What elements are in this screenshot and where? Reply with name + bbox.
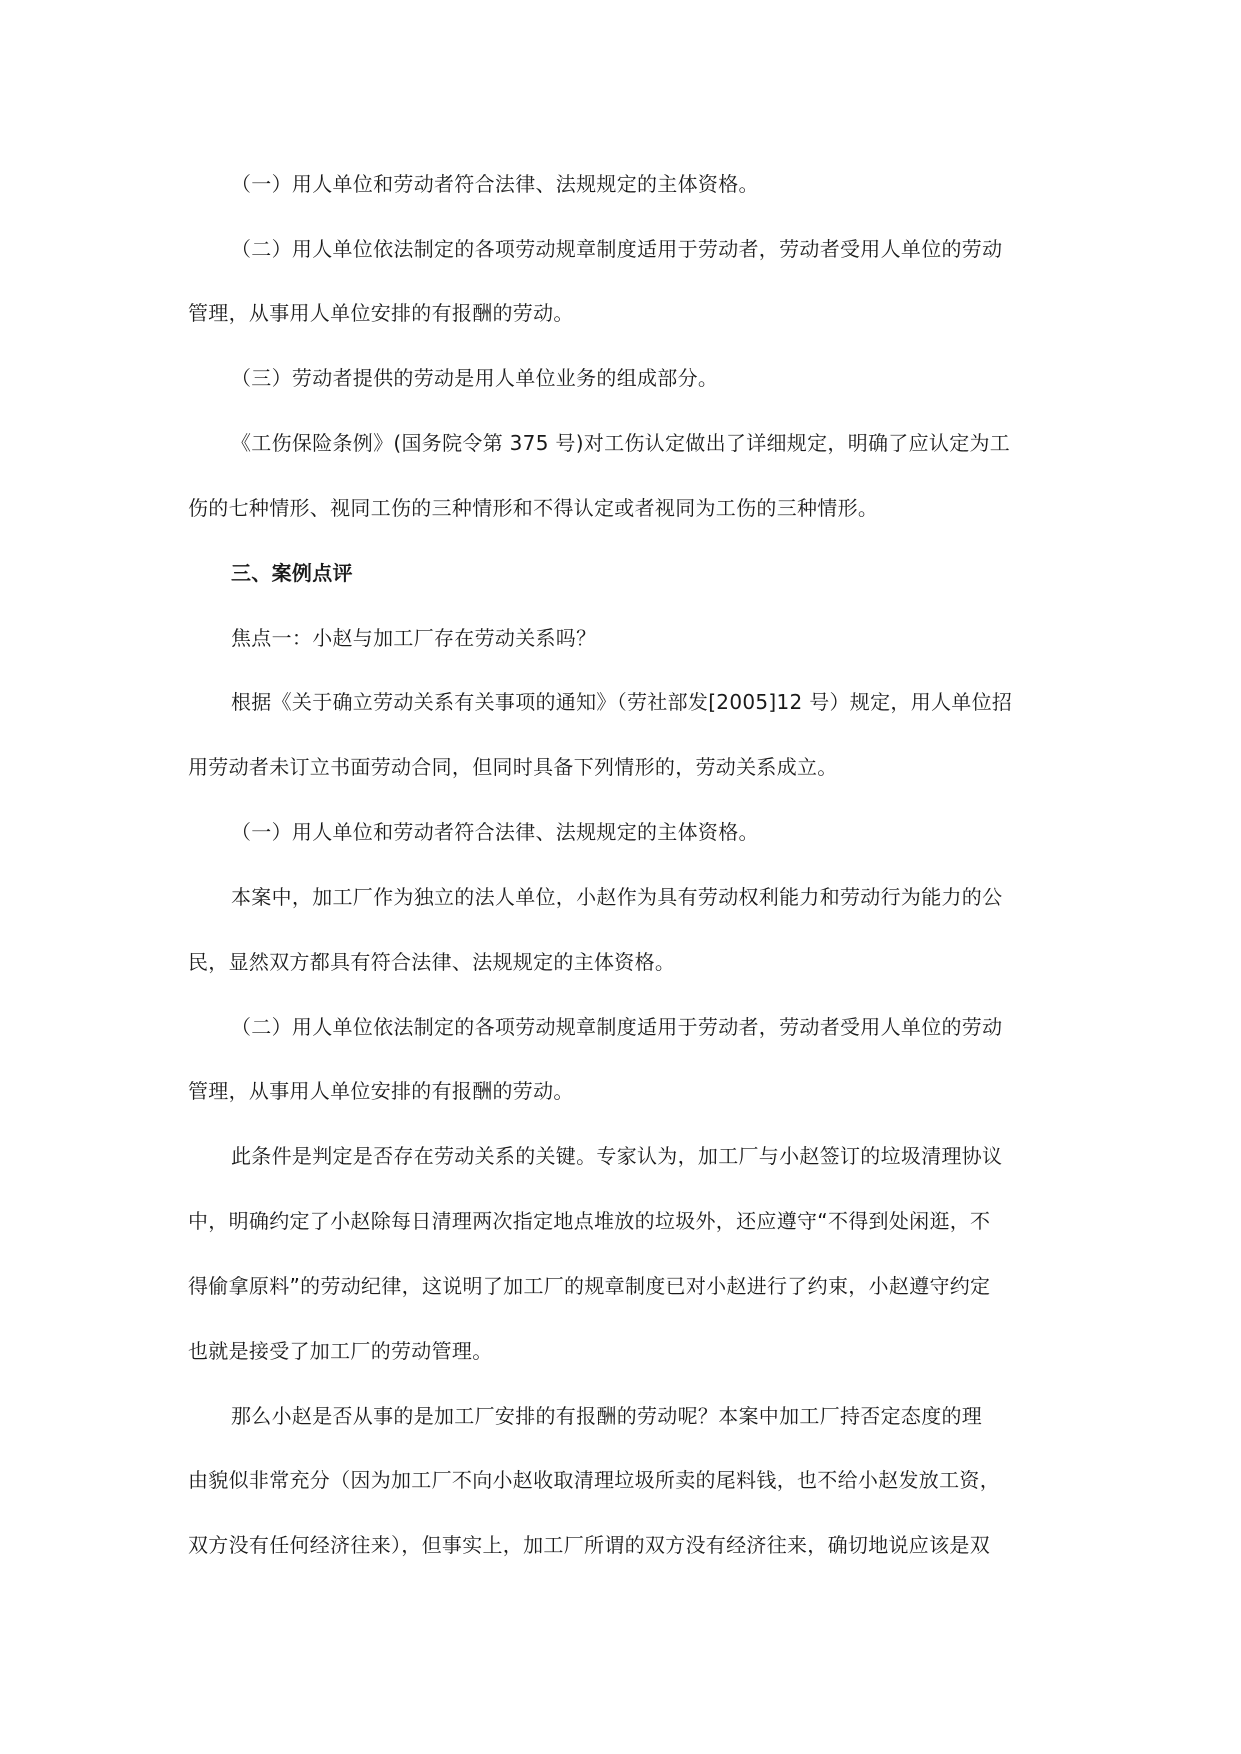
paragraph-line: 管理，从事用人单位安排的有报酬的劳动。 — [188, 301, 574, 325]
paragraph-line: （一）用人单位和劳动者符合法律、法规规定的主体资格。 — [231, 820, 759, 844]
paragraph-line: 双方没有任何经济往来），但事实上，加工厂所谓的双方没有经济往来，确切地说应该是双 — [188, 1533, 990, 1557]
paragraph-line: 本案中，加工厂作为独立的法人单位，小赵作为具有劳动权利能力和劳动行为能力的公 — [231, 885, 1003, 909]
paragraph-line: （二）用人单位依法制定的各项劳动规章制度适用于劳动者，劳动者受用人单位的劳动 — [231, 237, 1003, 261]
paragraph-line: （二）用人单位依法制定的各项劳动规章制度适用于劳动者，劳动者受用人单位的劳动 — [231, 1015, 1003, 1039]
paragraph-line: 伤的七种情形、视同工伤的三种情形和不得认定或者视同为工伤的三种情形。 — [188, 496, 879, 520]
paragraph-line: 根据《关于确立劳动关系有关事项的通知》（劳社部发[2005]12 号）规定，用人单位招 — [231, 690, 1013, 714]
paragraph-line: 得偷拿原料”的劳动纪律，这说明了加工厂的规章制度已对小赵进行了约束，小赵遵守约定 — [188, 1274, 991, 1298]
section-heading: 三、案例点评 — [231, 561, 353, 585]
paragraph-line: 中，明确约定了小赵除每日清理两次指定地点堆放的垃圾外，还应遵守“不得到处闲逛，不 — [188, 1209, 991, 1233]
paragraph-line: 此条件是判定是否存在劳动关系的关键。专家认为，加工厂与小赵签订的垃圾清理协议 — [231, 1144, 1003, 1168]
paragraph-line: 由貌似非常充分（因为加工厂不向小赵收取清理垃圾所卖的尾料钱，也不给小赵发放工资， — [188, 1468, 1000, 1492]
paragraph-line: 那么小赵是否从事的是加工厂安排的有报酬的劳动呢？本案中加工厂持否定态度的理 — [231, 1404, 983, 1428]
paragraph-line: 焦点一：小赵与加工厂存在劳动关系吗？ — [231, 626, 597, 650]
paragraph-line: 管理，从事用人单位安排的有报酬的劳动。 — [188, 1079, 574, 1103]
paragraph-line: 也就是接受了加工厂的劳动管理。 — [188, 1339, 493, 1363]
paragraph-line: 民，显然双方都具有符合法律、法规规定的主体资格。 — [188, 950, 676, 974]
paragraph-line: （一）用人单位和劳动者符合法律、法规规定的主体资格。 — [231, 172, 759, 196]
paragraph-line: 《工伤保险条例》(国务院令第 375 号)对工伤认定做出了详细规定，明确了应认定为工 — [231, 431, 1011, 455]
paragraph-line: 用劳动者未订立书面劳动合同，但同时具备下列情形的，劳动关系成立。 — [188, 755, 838, 779]
paragraph-line: （三）劳动者提供的劳动是用人单位业务的组成部分。 — [231, 366, 719, 390]
